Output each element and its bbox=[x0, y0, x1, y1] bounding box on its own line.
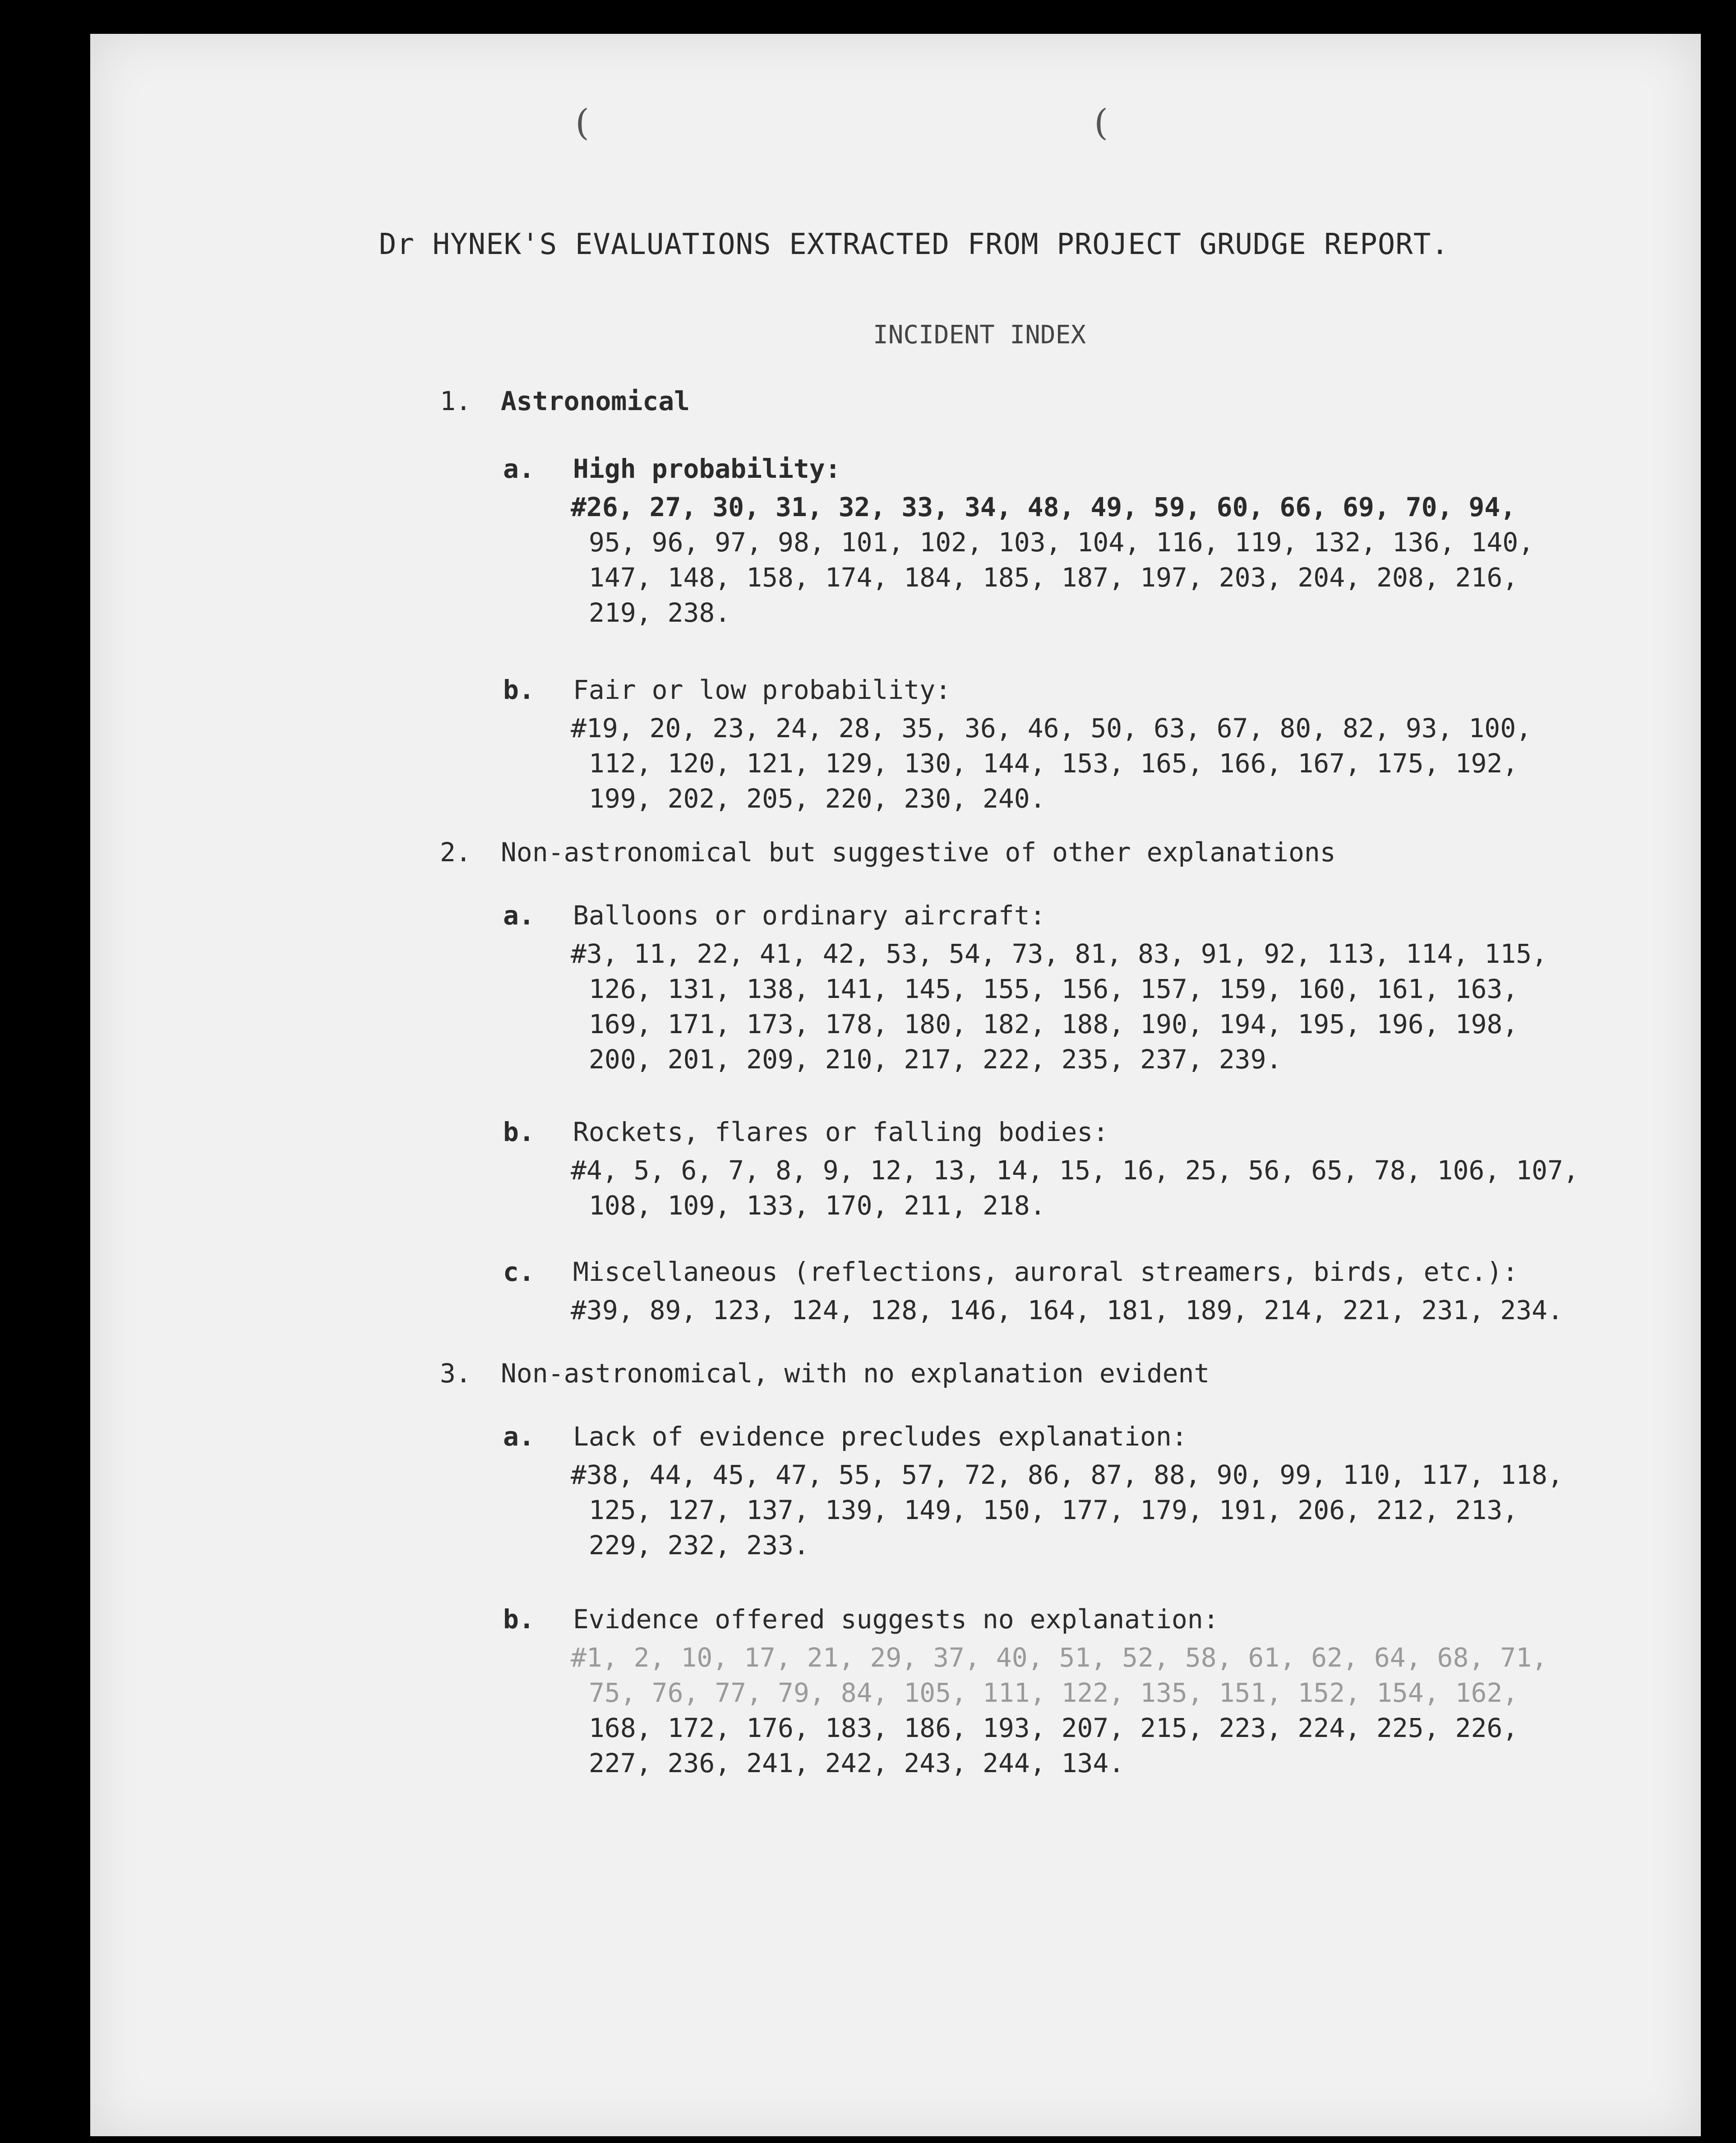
incident-number-list bbox=[571, 1293, 1608, 1328]
incident-numbers-line: 75, 76, 77, 79, 84, 105, 111, 122, 135, 151, 152, 154, 162, bbox=[589, 1677, 1519, 1708]
subsection-letter: b. bbox=[503, 674, 535, 705]
incident-numbers-line: #38, 44, 45, 47, 55, 57, 72, 86, 87, 88, 90, 99, 110, 117, 118, bbox=[571, 1459, 1563, 1490]
incident-numbers-line: 200, 201, 209, 210, 217, 222, 235, 237, 239. bbox=[589, 1044, 1282, 1075]
incident-numbers-line: #3, 11, 22, 41, 42, 53, 54, 73, 81, 83, 91, 92, 113, 114, 115, bbox=[571, 938, 1547, 969]
subsection-title: Fair or low probability: bbox=[573, 674, 951, 705]
document-subtitle: INCIDENT INDEX bbox=[873, 320, 1086, 350]
incident-numbers-line: 95, 96, 97, 98, 101, 102, 103, 104, 116, 119, 132, 136, 140, bbox=[589, 527, 1534, 558]
incident-numbers-line: 219, 238. bbox=[589, 597, 731, 628]
incident-numbers-line: 199, 202, 205, 220, 230, 240. bbox=[589, 783, 1046, 814]
incident-number-list bbox=[571, 936, 1608, 1077]
incident-number-list bbox=[571, 711, 1608, 816]
incident-numbers-line: 126, 131, 138, 141, 145, 155, 156, 157, 159, 160, 161, 163, bbox=[589, 974, 1519, 1004]
section-title: Non-astronomical but suggestive of other explanations bbox=[501, 837, 1336, 868]
incident-numbers-line: #26, 27, 30, 31, 32, 33, 34, 48, 49, 59, 60, 66, 69, 70, 94, bbox=[571, 492, 1516, 522]
incident-numbers-line: 169, 171, 173, 178, 180, 182, 188, 190, 194, 195, 196, 198, bbox=[589, 1009, 1519, 1039]
incident-numbers-line: #19, 20, 23, 24, 28, 35, 36, 46, 50, 63, 67, 80, 82, 93, 100, bbox=[571, 713, 1532, 744]
incident-numbers-line: 147, 148, 158, 174, 184, 185, 187, 197, 203, 204, 208, 216, bbox=[589, 562, 1519, 593]
section-title: Non-astronomical, with no explanation evident bbox=[501, 1358, 1210, 1389]
subsection-title: Rockets, flares or falling bodies: bbox=[573, 1117, 1109, 1147]
section-number: 1. bbox=[440, 386, 471, 416]
incident-numbers-line: 229, 232, 233. bbox=[589, 1530, 809, 1561]
incident-number-list bbox=[571, 1640, 1608, 1781]
subsection-letter: a. bbox=[503, 900, 535, 931]
incident-numbers-line: 112, 120, 121, 129, 130, 144, 153, 165, 166, 167, 175, 192, bbox=[589, 748, 1519, 779]
incident-number-list bbox=[571, 490, 1608, 630]
subsection-letter: b. bbox=[503, 1604, 535, 1635]
subsection-title: Miscellaneous (reflections, auroral streamers, birds, etc.): bbox=[573, 1256, 1519, 1287]
subsection-title: Evidence offered suggests no explanation: bbox=[573, 1604, 1219, 1635]
subsection-letter: a. bbox=[503, 1421, 535, 1452]
document-page bbox=[90, 34, 1701, 2136]
incident-numbers-line: 108, 109, 133, 170, 211, 218. bbox=[589, 1190, 1046, 1221]
incident-number-list bbox=[571, 1153, 1608, 1223]
incident-numbers-line: 168, 172, 176, 183, 186, 193, 207, 215, 223, 224, 225, 226, bbox=[589, 1713, 1519, 1743]
section-number: 3. bbox=[440, 1358, 471, 1389]
subsection-title: Lack of evidence precludes explanation: bbox=[573, 1421, 1187, 1452]
hole-punch-mark: ( bbox=[575, 102, 590, 143]
document-title: Dr HYNEK'S EVALUATIONS EXTRACTED FROM PROJECT GRUDGE REPORT. bbox=[379, 228, 1449, 261]
subsection-letter: b. bbox=[503, 1117, 535, 1147]
subsection-title: Balloons or ordinary aircraft: bbox=[573, 900, 1046, 931]
subsection-letter: a. bbox=[503, 453, 535, 484]
subsection-letter: c. bbox=[503, 1256, 535, 1287]
incident-numbers-line: #4, 5, 6, 7, 8, 9, 12, 13, 14, 15, 16, 25, 56, 65, 78, 106, 107, bbox=[571, 1155, 1579, 1186]
incident-numbers-line: #1, 2, 10, 17, 21, 29, 37, 40, 51, 52, 58, 61, 62, 64, 68, 71, bbox=[571, 1642, 1547, 1673]
incident-number-list bbox=[571, 1457, 1608, 1563]
section-number: 2. bbox=[440, 837, 471, 868]
hole-punch-mark: ( bbox=[1094, 102, 1108, 143]
incident-numbers-line: 227, 236, 241, 242, 243, 244, 134. bbox=[589, 1748, 1125, 1778]
section-title: Astronomical bbox=[501, 386, 690, 416]
subsection-title: High probability: bbox=[573, 453, 841, 484]
incident-numbers-line: #39, 89, 123, 124, 128, 146, 164, 181, 189, 214, 221, 231, 234. bbox=[571, 1295, 1563, 1326]
incident-numbers-line: 125, 127, 137, 139, 149, 150, 177, 179, 191, 206, 212, 213, bbox=[589, 1495, 1519, 1525]
